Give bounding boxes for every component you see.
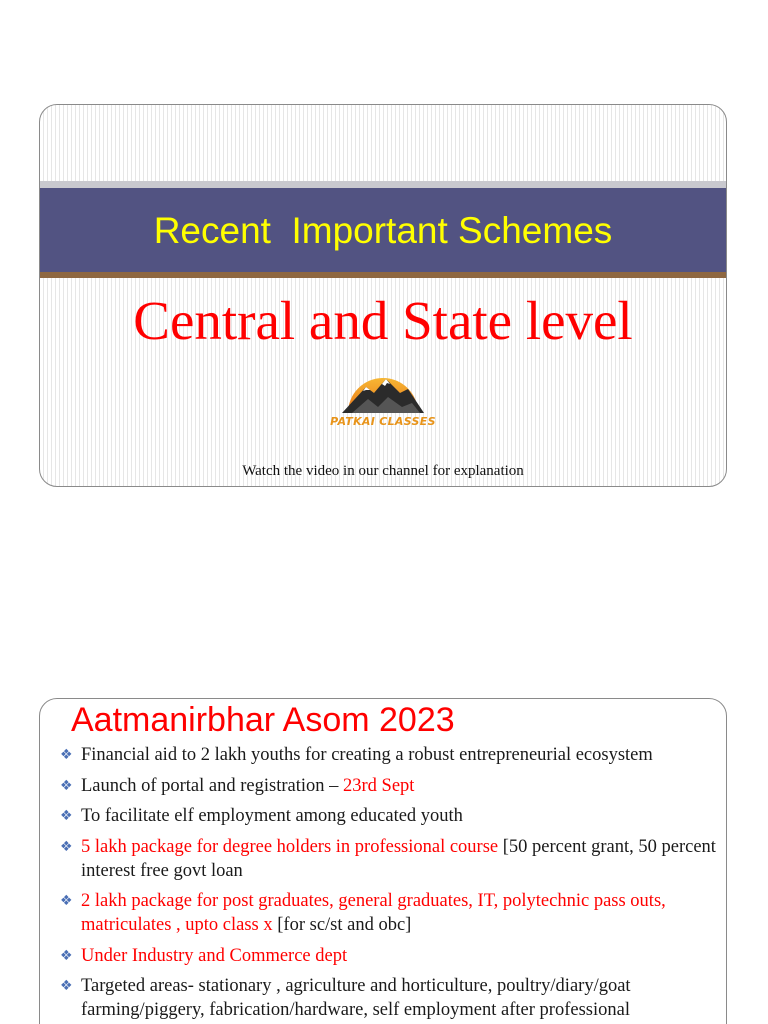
diamond-bullet-icon: ❖: [60, 947, 73, 964]
list-item: [60, 835, 727, 883]
list-item-highlight: 23rd Sept: [343, 775, 415, 796]
list-item-text: [50 percent grant, 50 percent interest free govt loan: [81, 836, 716, 881]
scheme-bullet-list: [60, 743, 727, 1024]
diamond-bullet-icon: ❖: [60, 893, 73, 909]
list-item-text: Financial aid to 2 lakh youths for creating a robust entrepreneurial ecosystem: [81, 745, 653, 765]
list-item: [60, 974, 727, 1022]
diamond-bullet-icon: ❖: [60, 777, 73, 794]
diamond-bullet-icon: ❖: [60, 978, 73, 994]
diamond-bullet-icon: ❖: [60, 838, 73, 855]
slide-title: Recent Important Schemes: [153, 210, 613, 251]
scheme-title: Aatmanirbhar Asom 2023: [71, 701, 455, 739]
list-item-text: Launch of portal and registration –: [81, 775, 343, 796]
list-item: [60, 804, 727, 828]
list-item-text: Targeted areas- stationary , agriculture and horticulture, poultry/diary/goat farming/piggery, fabrication/hardware, self employment after professional: [81, 976, 631, 1020]
slide-title-card: [39, 104, 727, 487]
list-item: [60, 743, 727, 767]
slide-footer-note: Watch the video in our channel for explanation: [242, 463, 524, 479]
diamond-bullet-icon: ❖: [60, 747, 73, 763]
header-brown-stripe: [40, 272, 726, 278]
slide-aatmanirbhar-asom: [39, 698, 727, 1024]
list-item-highlight: 2 lakh package for post graduates, general graduates, IT, polytechnic pass outs, matriculates , upto class x: [81, 891, 666, 935]
list-item-highlight: Under Industry and Commerce dept: [81, 945, 348, 966]
header-gray-stripe: [40, 181, 726, 188]
list-item-text: [for sc/st and obc]: [272, 915, 412, 935]
slide-subtitle: Central and State level: [133, 290, 633, 351]
diamond-bullet-icon: ❖: [60, 808, 73, 824]
list-item: [60, 944, 727, 968]
list-item-text: To facilitate elf employment among educated youth: [81, 806, 463, 826]
list-item-highlight: 5 lakh package for degree holders in professional course: [81, 836, 499, 857]
logo-text: PATKAI CLASSES: [330, 415, 436, 428]
list-item: [60, 774, 727, 798]
mountain-sun-icon: [328, 363, 438, 417]
patkai-classes-logo: [328, 363, 438, 433]
list-item: [60, 889, 727, 937]
